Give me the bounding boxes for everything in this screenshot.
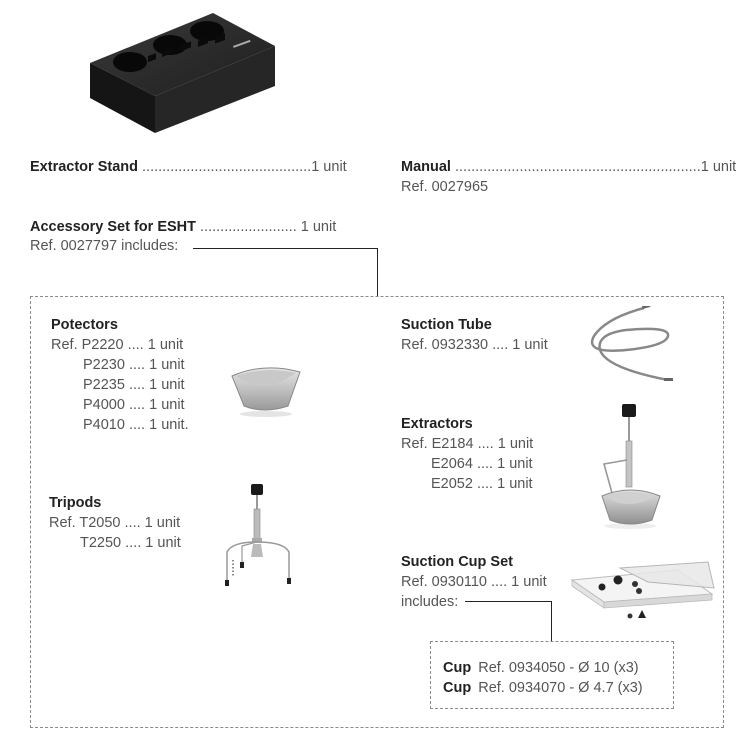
cup-label: Cup (443, 680, 472, 696)
list-item: E2064 .... 1 unit (431, 456, 533, 472)
cup-ref: Ref. 0934070 - Ø 4.7 (x3) (478, 680, 643, 696)
list-item: P2230 .... 1 unit (83, 357, 185, 373)
connector-line (377, 248, 378, 296)
manual-item (401, 157, 736, 177)
list-item: Ref. E2184 .... 1 unit (401, 436, 534, 452)
extractor-stand-image (85, 8, 285, 133)
connector-line (193, 248, 378, 249)
list-item: P4000 .... 1 unit (83, 397, 185, 413)
extractor-stand-qty: 1 unit (311, 159, 347, 175)
list-item (443, 658, 643, 678)
list-item: P4010 .... 1 unit. (83, 417, 189, 433)
accessory-set-item (30, 217, 336, 237)
connector-line (551, 601, 552, 641)
manual-qty: 1 unit (700, 159, 737, 175)
tripod-image (222, 482, 302, 590)
list-item (443, 678, 643, 698)
list-item: Ref. 0930110 .... 1 unit (401, 574, 547, 590)
cup-label: Cup (443, 660, 472, 676)
suction-tube-section (401, 315, 548, 355)
list-item: Ref. P2220 .... 1 unit (51, 337, 184, 353)
extractor-image (594, 400, 664, 530)
list-item: P2235 .... 1 unit (83, 377, 185, 393)
accessory-set-qty: 1 unit (300, 219, 337, 235)
list-item: E2052 .... 1 unit (431, 476, 533, 492)
leader-dots: ........................ (196, 219, 301, 235)
connector-line (465, 601, 551, 602)
potectors-title: Potectors (51, 317, 118, 333)
tripods-section (49, 493, 181, 553)
accessory-set-name: Accessory Set for ESHT (30, 219, 197, 235)
suction-cup-set-section (401, 552, 547, 612)
leader-dots: .......................................... (137, 159, 312, 175)
tripods-title: Tripods (49, 495, 102, 511)
cups-list (443, 658, 643, 698)
potector-bowl-image (228, 360, 304, 418)
manual-name: Manual (401, 159, 451, 175)
cup-ref: Ref. 0934050 - Ø 10 (x3) (478, 660, 639, 676)
manual-ref: Ref. 0027965 (401, 179, 489, 195)
extractors-section (401, 414, 533, 494)
suction-cup-includes: includes: (401, 594, 459, 610)
suction-cup-set-title: Suction Cup Set (401, 554, 513, 570)
suction-cup-case-image (568, 560, 718, 624)
list-item: Ref. T2050 .... 1 unit (49, 515, 181, 531)
potectors-section (51, 315, 189, 435)
extractor-stand-name: Extractor Stand (30, 159, 138, 175)
suction-tube-title: Suction Tube (401, 317, 492, 333)
extractors-title: Extractors (401, 416, 473, 432)
accessory-set-ref: Ref. 0027797 includes: (30, 238, 179, 254)
leader-dots: ............................................................. (450, 159, 701, 175)
extractor-stand-item (30, 157, 347, 177)
suction-tube-image (586, 306, 686, 386)
list-item: Ref. 0932330 .... 1 unit (401, 337, 548, 353)
list-item: T2250 .... 1 unit (80, 535, 181, 551)
